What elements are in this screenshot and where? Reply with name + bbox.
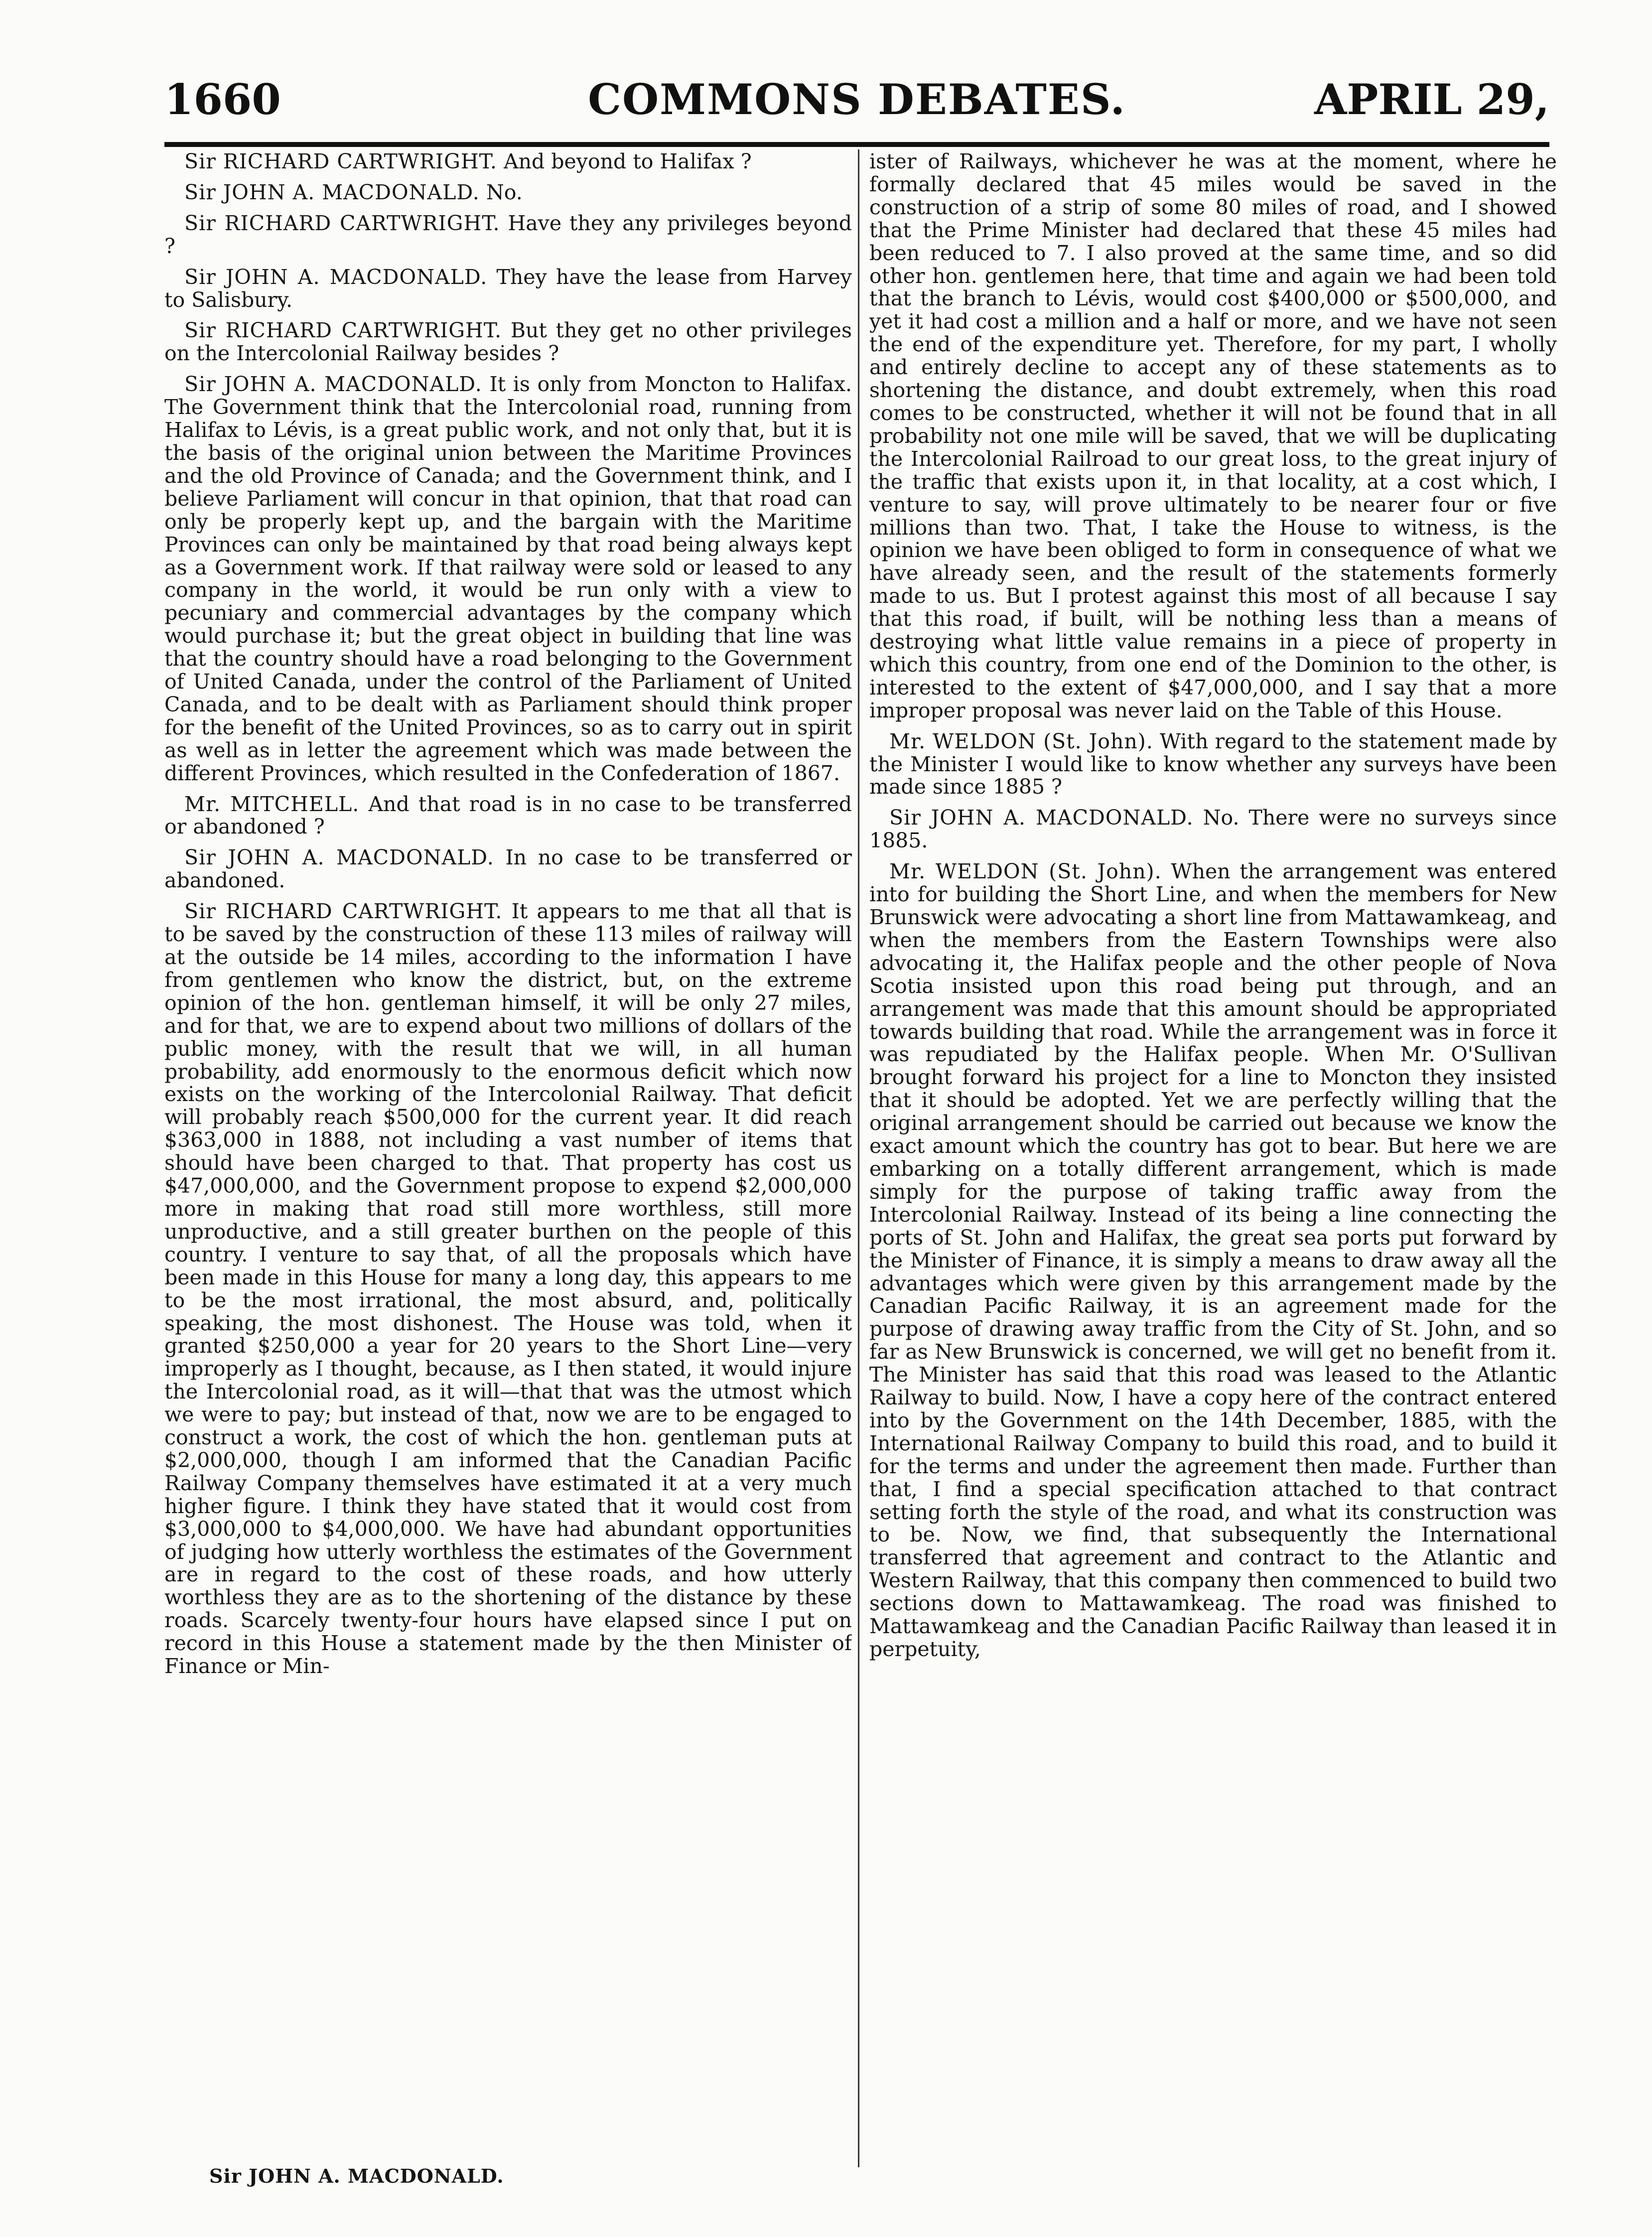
speech-text: It is only from Moncton to Halifax. The Government think that the Intercolonial road, running from Halifax to Lévis, is a great public work, and not only that, but it is the basis of the original union between the Maritime Provinces and the old Province of Canada; and the Government think, and I believe Parliament will concur in that opinion, that that road can only be properly kept up, and the bargain with the Maritime Provinces can only be maintained by that road being always kept as a Government work. If that railway were sold or leased to any company in the world, it would be run only with a view to pecuniary and commercial advantages by the company which would purchase it; but the great object in building that line was that the country should have a road belonging to the Government of United Canada, under the control of the Parliament of United Canada, and to be dealt with as Parliament should think proper for the benefit of the United Provinces, so as to carry out in spirit as well as in letter the agreement which was made between the different Provinces, which resulted in the Confederation of 1867. bbox=[164, 372, 852, 785]
speaker-name: Sir JOHN A. MACDONALD. bbox=[889, 806, 1194, 830]
speaker-name: Sir JOHN A. MACDONALD. bbox=[184, 845, 494, 870]
speech-paragraph bbox=[869, 807, 1557, 852]
speaker-name: Sir JOHN A. MACDONALD. bbox=[184, 265, 488, 289]
speech-paragraph bbox=[164, 319, 852, 365]
speaker-name: Sir RICHARD CARTWRIGHT. bbox=[184, 150, 497, 173]
speech-paragraph bbox=[164, 150, 852, 173]
speech-text: No. bbox=[486, 180, 523, 204]
left-column bbox=[164, 150, 852, 2163]
speech-paragraph bbox=[869, 150, 1557, 722]
speech-text: No. There were no surveys since 1885. bbox=[869, 806, 1557, 853]
speech-text: And beyond to Halifax ? bbox=[504, 150, 752, 173]
speech-text: With regard to the statement made by the Minister I would like to know whether any surveys have been made since 1885 ? bbox=[869, 729, 1557, 799]
speaker-name: Sir RICHARD CARTWRIGHT. bbox=[184, 211, 500, 235]
publication-title: COMMONS DEBATES. bbox=[588, 75, 1126, 124]
footer-signature: Sir JOHN A. MACDONALD. bbox=[209, 2165, 504, 2187]
speech-text: But they get no other privileges on the Intercolonial Railway besides ? bbox=[164, 318, 852, 366]
speech-paragraph bbox=[164, 846, 852, 892]
speaker-name: Mr. MITCHELL. bbox=[184, 792, 360, 816]
speech-paragraph bbox=[164, 212, 852, 258]
speech-text: ister of Railways, whichever he was at the moment, where he formally declared that 45 miles would be saved in the construction of a strip of some 80 miles of road, and I showed that the Prime Minister had declared that these 45 miles had been reduced to 7. I also proved at the same time, and so did other hon. gentlemen here, that time and again we had been told that the branch to Lévis, would cost $400,000 or $500,000, and yet it had cost a million and a half or more, and we have not seen the end of the expenditure yet. Therefore, for my part, I wholly and entirely decline to accept any of these statements as to shortening the distance, and doubt extremely, when this road comes to be constructed, whether it will not be found that in all probability not one mile will be saved, that we will be duplicating the Intercolonial Railroad to our great loss, to the great injury of the traffic that exists upon it, in that locality, at a cost which, I venture to say, will prove ultimately to be nearer four or five millions than two. That, I take the House to witness, is the opinion we have been obliged to form in consequence of what we have already seen, and the result of the statements formerly made to us. But I protest against this most of all because I say that this road, if built, will be nothing less than a means of destroying what little value remains in a piece of property in which this country, from one end of the Dominion to the other, is interested to the extent of $47,000,000, and I say that a more improper proposal was never laid on the Table of this House. bbox=[869, 150, 1557, 722]
speech-text: It appears to me that all that is to be saved by the construction of these 113 miles of railway will at the outside be 14 miles, according to the information I have from gentlemen who know the district, but, on the extreme opinion of the hon. gentleman himself, it will be only 27 miles, and for that, we are to expend about two millions of dollars of the public money, with the result that we will, in all human probability, add enormously to the enormous deficit which now exists on the working of the Intercolonial Railway. That deficit will probably reach $500,000 for the current year. It did reach $363,000 in 1888, not including a vast number of items that should have been charged to that. That property has cost us $47,000,000, and the Government propose to expend $2,000,000 more in making that road still more worthless, still more unproductive, and a still greater burthen on the people of this country. I venture to say that, of all the proposals which have been made in this House for many a long day, this appears to me to be the most irrational, the most absurd, and, politically speaking, the most dishonest. The House was told, when it granted $250,000 a year for 20 years to the Short Line—very improperly as I thought, because, as I then stated, it would injure the Intercolonial road, as it will—that that was the utmost which we were to pay; but instead of that, now we are to be engaged to construct a work, the cost of which the hon. gentleman puts at $2,000,000, though I am informed that the Canadian Pacific Railway Company themselves have estimated it at a very much higher figure. I think they have stated that it would cost from $3,000,000 to $4,000,000. We have had abundant opportunities of judging how utterly worthless the estimates of the Government are in regard to the cost of these roads, and how utterly worthless they are as to the shortening of the distance by these roads. Scarcely twenty-four hours have elapsed since I put on record in this House a statement made by the then Minister of Finance or Min- bbox=[164, 899, 852, 1678]
page-date: APRIL 29, bbox=[1314, 75, 1549, 124]
right-column bbox=[869, 150, 1557, 2163]
page-number: 1660 bbox=[164, 75, 281, 124]
speech-paragraph bbox=[164, 181, 852, 204]
speaker-name: Mr. WELDON (St. John). bbox=[889, 729, 1153, 753]
speech-text: And that road is in no case to be transferred or abandoned ? bbox=[164, 792, 852, 839]
speaker-name: Mr. WELDON (St. John). bbox=[889, 859, 1162, 884]
column-divider bbox=[858, 149, 859, 2167]
speech-paragraph bbox=[164, 900, 852, 1678]
speech-paragraph bbox=[164, 266, 852, 312]
speech-paragraph bbox=[869, 730, 1557, 799]
speaker-name: Sir JOHN A. MACDONALD. bbox=[184, 180, 480, 204]
speech-text: Have they any privileges beyond ? bbox=[164, 211, 852, 258]
speech-text: In no case to be transferred or abandoned. bbox=[164, 845, 852, 893]
speech-paragraph bbox=[869, 860, 1557, 1661]
speech-text: When the arrangement was entered into for building the Short Line, and when the members for New Brunswick were advocating a short line from Mattawamkeag, and when the members from the Eastern Townships were also advocating it, the Halifax people and the other people of Nova Scotia insisted upon this road being put through, and an arrangement was made that this amount should be appropriated towards building that road. While the arrangement was in force it was repudiated by the Halifax people. When Mr. O'Sullivan brought forward his project for a line to Moncton they insisted that it should be adopted. Yet we are perfectly willing that the original arrangement should be carried out because we know the exact amount which the country has got to bear. But here we are embarking on a totally different arrangement, which is made simply for the purpose of taking traffic away from the Intercolonial Railway. Instead of its being a line connecting the ports of St. John and Halifax, the great sea ports put forward by the Minister of Finance, it is simply a means to draw away all the advantages which were given by this arrangement made by the Canadian Pacific Railway, it is an agreement made for the purpose of drawing away traffic from the City of St. John, and so far as New Brunswick is concerned, we will get no benefit from it. The Minister has said that this road was leased to the Atlantic Railway to build. Now, I have a copy here of the contract entered into by the Government on the 14th December, 1885, with the International Railway Company to build this road, and to build it for the terms and under the agreement then made. Further than that, I find a special specification attached to that contract setting forth the style of the road, and what its construction was to be. Now, we find, that subsequently the International transferred that agreement and contract to the Atlantic and Western Railway, that this company then commenced to build two sections down to Mattawamkeag. The road was finished to Mattawamkeag and the Canadian Pacific Railway than leased it in perpetuity, bbox=[869, 859, 1557, 1661]
speech-paragraph bbox=[164, 793, 852, 839]
page-header bbox=[164, 70, 1549, 144]
speaker-name: Sir RICHARD CARTWRIGHT. bbox=[184, 899, 503, 924]
header-rule bbox=[164, 142, 1549, 147]
speech-text: They have the lease from Harvey to Salisbury. bbox=[164, 265, 852, 312]
speaker-name: Sir RICHARD CARTWRIGHT. bbox=[184, 318, 502, 343]
speaker-name: Sir JOHN A. MACDONALD. bbox=[184, 372, 482, 397]
speech-paragraph bbox=[164, 373, 852, 785]
